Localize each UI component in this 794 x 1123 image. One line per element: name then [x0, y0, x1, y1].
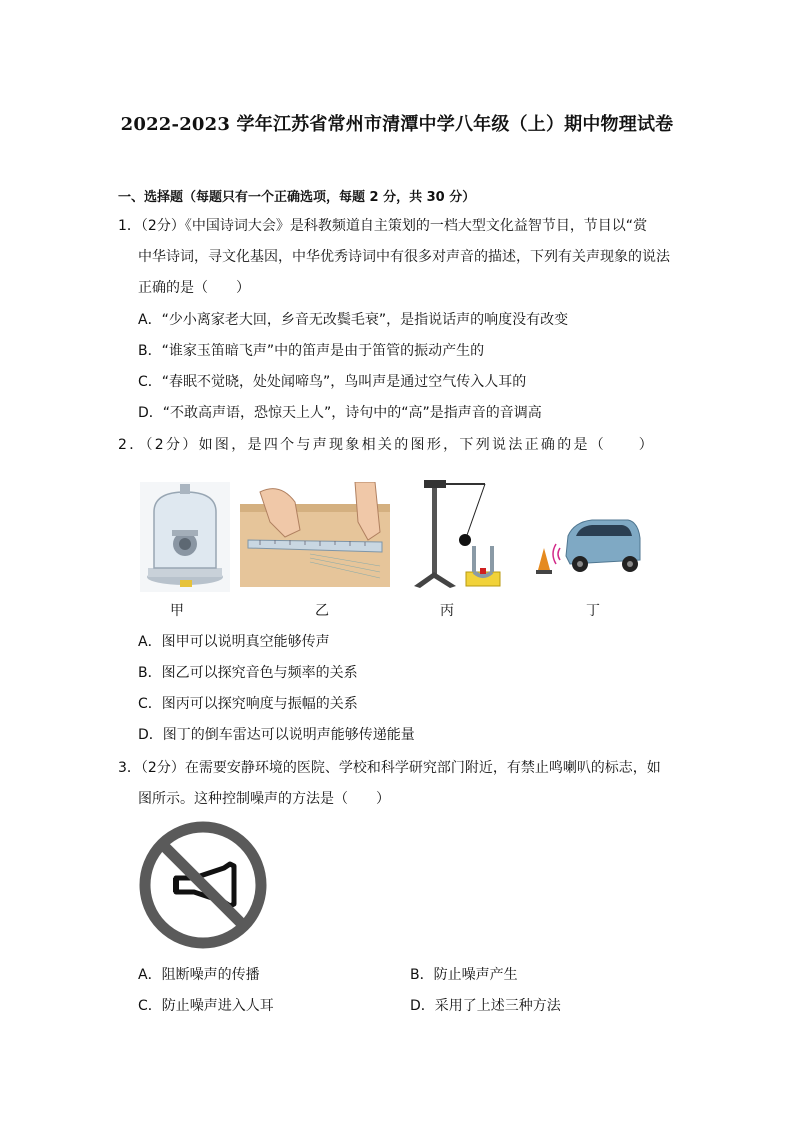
question-1-option-d: D．“不敢高声语，恐惊天上人”，诗句中的“高”是指声音的音调高 — [138, 405, 542, 421]
question-1-option-a: A．“少小离家老大回，乡音无改鬓毛衰”，是指说话声的响度没有改变 — [138, 312, 569, 328]
question-1-line-2: 中华诗词，寻文化基因，中华优秀诗词中有很多对声音的描述，下列有关声现象的说法 — [138, 249, 670, 265]
question-2-option-b: B．图乙可以探究音色与频率的关系 — [138, 665, 358, 681]
figure-caption-bing: 丙 — [440, 603, 454, 619]
question-2-option-d: D．图丁的倒车雷达可以说明声能够传递能量 — [138, 727, 415, 743]
question-2-stem: 2．（2分）如图，是四个与声现象相关的图形，下列说法正确的是（ ） — [118, 437, 656, 453]
question-3-option-d: D．采用了上述三种方法 — [410, 998, 561, 1014]
question-3-option-b: B．防止噪声产生 — [410, 967, 518, 983]
question-2-option-c: C．图丙可以探究响度与振幅的关系 — [138, 696, 358, 712]
tuning-fork-figure — [410, 474, 505, 592]
figure-caption-ding: 丁 — [586, 603, 600, 619]
figure-caption-jia: 甲 — [170, 603, 184, 619]
question-1-option-b: B．“谁家玉笛暗飞声”中的笛声是由于笛管的振动产生的 — [138, 343, 485, 359]
car-radar-figure — [530, 508, 642, 580]
ruler-figure — [240, 482, 390, 587]
question-1-option-c: C．“春眠不觉晓，处处闻啼鸟”，鸟叫声是通过空气传入人耳的 — [138, 374, 527, 390]
figure-caption-yi: 乙 — [315, 603, 329, 619]
question-3-line-2: 图所示。这种控制噪声的方法是（ ） — [138, 791, 390, 807]
no-horn-sign-icon — [136, 818, 270, 952]
question-3-option-a: A．阻断噪声的传播 — [138, 967, 260, 983]
question-3-option-c: C．防止噪声进入人耳 — [138, 998, 274, 1014]
question-2-option-a: A．图甲可以说明真空能够传声 — [138, 634, 330, 650]
section-heading: 一、选择题（每题只有一个正确选项，每题 2 分，共 30 分） — [118, 190, 476, 205]
question-1-line-3: 正确的是（ ） — [138, 280, 250, 296]
question-3-line-1: 3．（2分）在需要安静环境的医院、学校和科学研究部门附近，有禁止鸣喇叭的标志，如 — [118, 760, 661, 776]
document-title: 2022-2023 学年江苏省常州市清潭中学八年级（上）期中物理试卷 — [120, 114, 674, 135]
bell-jar-figure — [140, 482, 230, 592]
question-1-line-1: 1．（2分）《中国诗词大会》是科教频道自主策划的一档大型文化益智节目，节目以“赏 — [118, 218, 648, 234]
